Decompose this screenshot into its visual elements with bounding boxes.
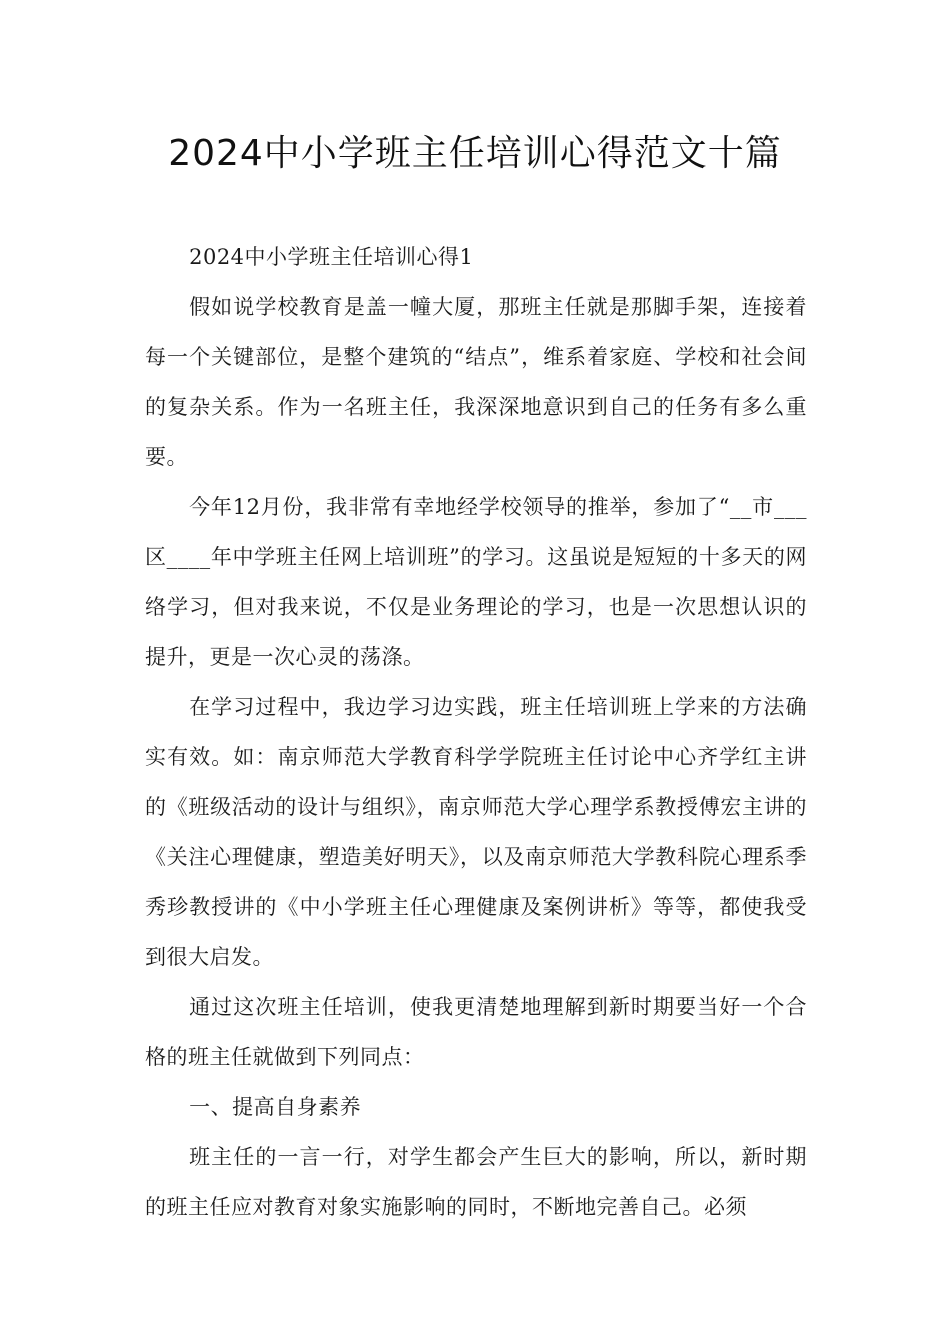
paragraph: 假如说学校教育是盖一幢大厦，那班主任就是那脚手架，连接着每一个关键部位，是整个建筑的“结点”，维系着家庭、学校和社会间的复杂关系。作为一名班主任，我深深地意识到自己的任务有多么重要。 — [145, 295, 807, 469]
paragraph: 在学习过程中，我边学习边实践，班主任培训班上学来的方法确实有效。如：南京师范大学教育科学学院班主任讨论中心齐学红主讲的《班级活动的设计与组织》，南京师范大学心理学系教授傅宏主讲的《关注心理健康，塑造美好明天》，以及南京师范大学教科院心理系季秀珍教授讲的《中小学班主任心理健康及案例讲析》等等，都使我受到很大启发。 — [145, 695, 807, 969]
document-body — [145, 232, 807, 1232]
document-title: 2024中小学班主任培训心得范文十篇 — [168, 133, 782, 174]
paragraph: 班主任的一言一行，对学生都会产生巨大的影响，所以，新时期的班主任应对教育对象实施影响的同时，不断地完善自己。必须 — [145, 1145, 807, 1219]
subsection-heading: 一、提高自身素养 — [189, 1095, 362, 1119]
paragraph: 今年12月份，我非常有幸地经学校领导的推举，参加了“__市___区____年中学班主任网上培训班”的学习。这虽说是短短的十多天的网络学习，但对我来说，不仅是业务理论的学习，也是一次思想认识的提升，更是一次心灵的荡涤。 — [145, 495, 807, 669]
section-heading: 2024中小学班主任培训心得1 — [189, 245, 474, 269]
paragraph: 通过这次班主任培训，使我更清楚地理解到新时期要当好一个合格的班主任就做到下列同点： — [145, 995, 807, 1069]
